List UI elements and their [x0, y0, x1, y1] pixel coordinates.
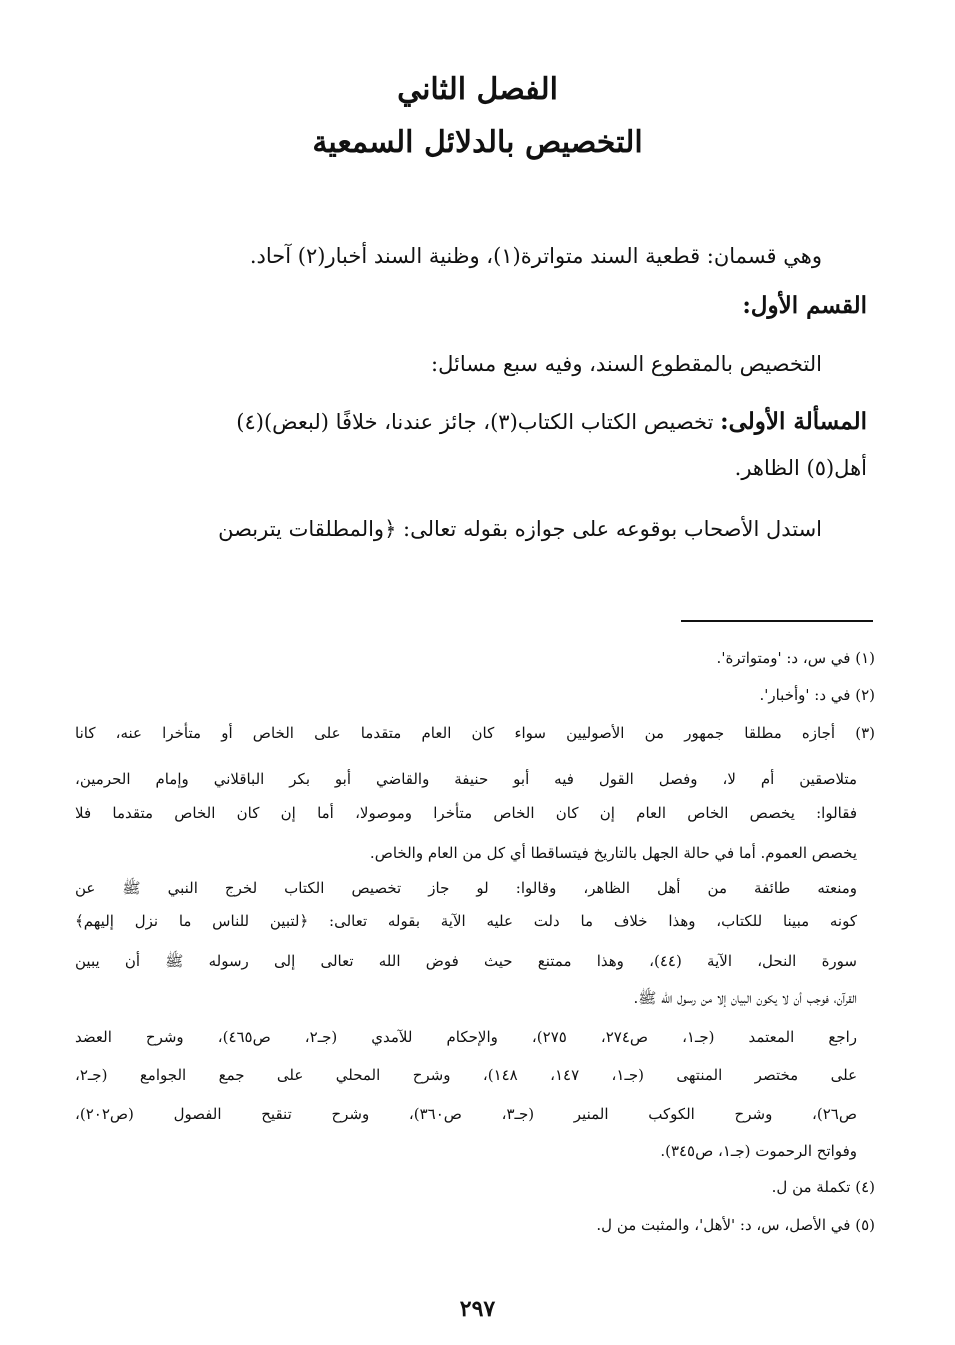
issue-first-line	[236, 407, 867, 437]
footnote-3-line: ص٢٦)، وشرح الكوكب المنير (جـ٣، ص٣٦٠)، وشرح تنقيح الفصول (ص٢٠٢)،	[75, 1105, 857, 1123]
issue-text: تخصيص الكتاب الكتاب(٣)، جائز عندنا، خلافًا (لبعض)(٤)	[236, 410, 721, 434]
part-title: القسم الأول:	[742, 292, 867, 319]
footnote-3-line: سورة النحل، الآية (٤٤)، وهذا ممتنع حيث فوض الله تعالى إلى رسوله ﷺ أن يبين	[75, 952, 857, 970]
footnote-3-line: كونه مبينا للكتاب، وهذا خلاف ما دلت عليه الآية بقوله تعالى: ﴿لتبين للناس ما نزل إليهم﴾	[75, 912, 857, 930]
evidence-paragraph: استدل الأصحاب بوقوعه على جوازه بقوله تعالى: ﴿والمطلقات يتربصن	[218, 517, 822, 541]
footnote-1: (١) في س، د: 'ومتواترة'.	[716, 649, 875, 667]
footnote-5: (٥) في الأصل، س، د: 'لأهل'، والمثبت من ل.	[596, 1216, 875, 1234]
part-intro: التخصيص بالمقطوع السند، وفيه سبع مسائل:	[431, 352, 822, 376]
issue-label: المسألة الأولى:	[720, 408, 867, 435]
intro-paragraph: وهي قسمان: قطعية السند متواترة(١)، وظنية السند أخبار(٢) آحاد.	[249, 244, 822, 268]
page-number: ٢٩٧	[459, 1296, 496, 1322]
footnote-3-line: (٣) أجازه مطلقا جمهور من الأصوليين سواء كان العام متقدما على الخاص أو متأخرا عنه، كانا	[75, 724, 875, 742]
footnote-3-line: وفواتح الرحموت (جـ١، ص٣٤٥).	[660, 1142, 857, 1160]
footnote-3-line: يخصص العموم. أما في حالة الجهل بالتاريخ فيتساقطا أي كل من العام والخاص.	[369, 844, 857, 862]
issue-second-line: أهل(٥) الظاهر.	[734, 456, 867, 480]
footnote-3-line: على مختصر المنتهى (جـ١، ١٤٧، ١٤٨)، وشرح المحلي على جمع الجوامع (جـ٢،	[75, 1066, 858, 1084]
footnote-2: (٢) في د: 'وأخبار'.	[759, 686, 875, 704]
footnote-3-line: متلاصقين أم لا، وفصل القول فيه أبو حنيفة والقاضي أبو بكر الباقلاني وإمام الحرمين،	[75, 770, 857, 788]
footnote-separator	[681, 620, 873, 622]
section-heading: التخصيص بالدلائل السمعية	[312, 125, 643, 160]
footnote-3-line: راجع المعتمد (جـ١، ص٢٧٤، ٢٧٥)، والإحكام للآمدي (جـ٢، ص٤٦٥)، وشرح العضد	[75, 1028, 857, 1046]
chapter-title: الفصل الثاني	[397, 72, 558, 107]
footnote-3-line: ومنعته طائفة من أهل الظاهر، وقالوا: لو جاز تخصيص الكتاب لخرج النبي ﷺ عن	[75, 879, 857, 897]
footnote-3-line: القرآن، فوجب أن لا يكون البيان إلا من رسول الله ﷺ.	[633, 989, 857, 1007]
footnote-3-line: فقالوا: يخصص الخاص العام إن كان الخاص متأخرا وموصولا، أما إن كان الخاص متقدما فلا	[75, 804, 857, 822]
footnote-4: (٤) تكملة من ل.	[771, 1178, 875, 1196]
